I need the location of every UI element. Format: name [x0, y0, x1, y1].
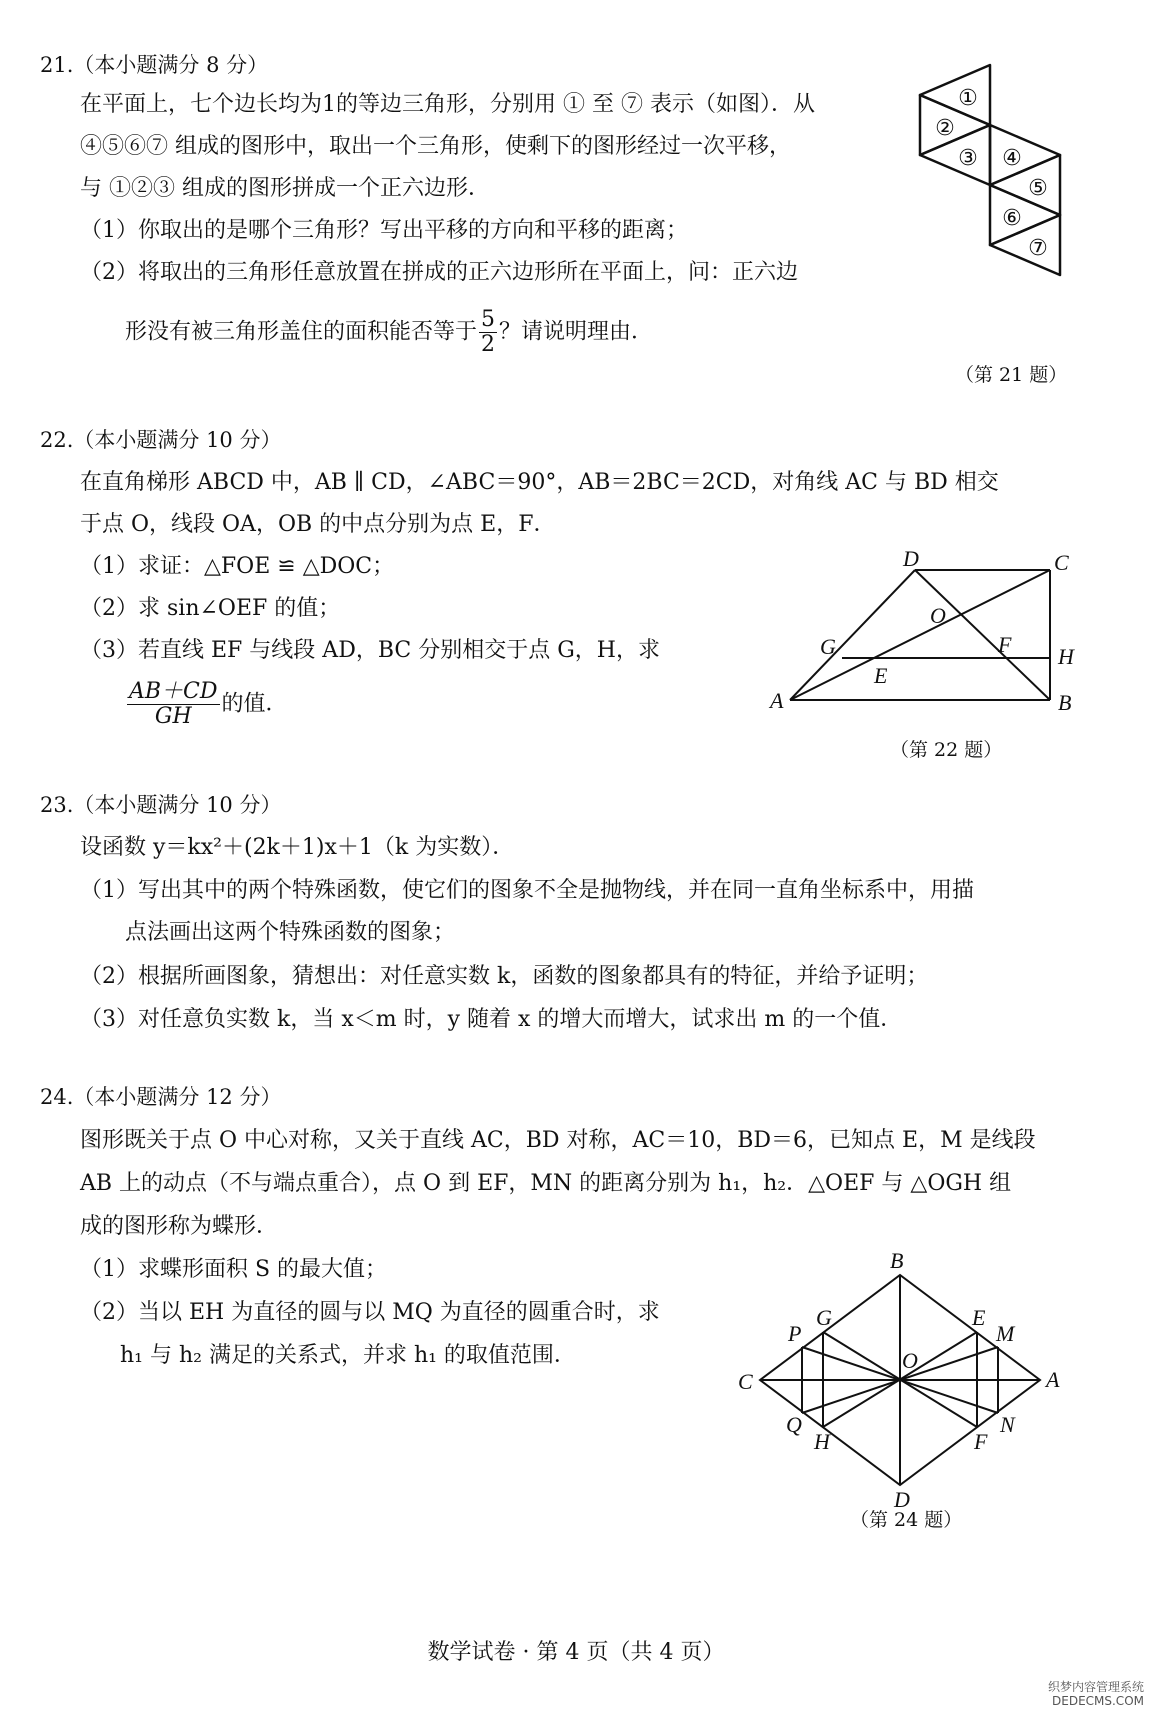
point-G: G [820, 634, 836, 659]
q23-part-1-cont: 点法画出这两个特殊函数的图象； [125, 920, 456, 945]
q21-fraction-den: 2 [481, 332, 496, 357]
q22-part-3-cont [125, 680, 288, 729]
q22-part-3-end: 的值． [221, 691, 288, 717]
q21-stem-line-2: ④⑤⑥⑦ 组成的图形中，取出一个三角形，使剩下的图形经过一次平移， [80, 134, 791, 159]
triangle-4 [990, 125, 1060, 185]
point-G: G [816, 1305, 832, 1330]
q22-part-3: （3）若直线 EF 与线段 AD，BC 分别相交于点 G，H，求 [80, 638, 660, 663]
q23-heading: 23.（本小题满分 10 分） [40, 793, 282, 817]
point-D: D [903, 546, 919, 571]
point-C: C [1054, 550, 1069, 575]
q22-heading: 22.（本小题满分 10 分） [40, 428, 282, 452]
watermark-line-2: DEDECMS.COM [1052, 1694, 1144, 1708]
watermark [1048, 1680, 1144, 1708]
label-7: ⑦ [1028, 236, 1048, 261]
point-B: B [1058, 690, 1072, 715]
point-N: N [1000, 1412, 1015, 1437]
point-E: E [874, 663, 888, 688]
q21-triangle-figure [900, 55, 1110, 345]
point-F: F [998, 632, 1012, 657]
point-Q: Q [786, 1412, 802, 1437]
point-P: P [788, 1321, 802, 1346]
point-O: O [902, 1348, 918, 1373]
q23-part-3: （3）对任意负实数 k，当 x＜m 时，y 随着 x 的增大而增大，试求出 m 的一个值． [80, 1007, 903, 1032]
triangle-2 [920, 95, 990, 155]
triangle-6 [990, 185, 1060, 245]
point-H: H [1058, 644, 1074, 669]
q24-stem-line-3: 成的图形称为蝶形． [80, 1214, 279, 1239]
point-A: A [1046, 1367, 1060, 1392]
q24-part-1: （1）求蝶形面积 S 的最大值； [80, 1257, 388, 1282]
point-C: C [738, 1369, 753, 1394]
point-H: H [814, 1429, 830, 1454]
q22-part-2: （2）求 sin∠OEF 的值； [80, 596, 341, 621]
point-F: F [974, 1429, 988, 1454]
q21-fraction [479, 308, 497, 357]
point-D: D [894, 1487, 910, 1512]
point-B: B [890, 1248, 904, 1273]
q24-butterfly-figure [730, 1248, 1070, 1512]
label-6: ⑥ [1002, 206, 1022, 231]
q21-part-2-cont [125, 308, 653, 357]
q24-heading: 24.（本小题满分 12 分） [40, 1085, 282, 1109]
q22-caption: （第 22 题） [890, 739, 1003, 761]
q23-stem: 设函数 y＝kx²＋(2k＋1)x＋1（k 为实数）． [80, 835, 515, 860]
q24-part-2: （2）当以 EH 为直径的圆与以 MQ 为直径的圆重合时，求 [80, 1300, 660, 1325]
triangle-1 [920, 65, 990, 125]
page-footer: 数学试卷 · 第 4 页（共 4 页） [427, 1640, 725, 1665]
label-1: ① [958, 86, 978, 111]
label-2: ② [935, 116, 955, 141]
q22-fraction [127, 680, 220, 729]
q22-fraction-num: AB＋CD [129, 679, 218, 704]
q24-stem-line-1: 图形既关于点 O 中心对称，又关于直线 AC，BD 对称，AC＝10，BD＝6，已知点 E，M 是线段 [80, 1128, 1036, 1153]
q21-heading: 21.（本小题满分 8 分） [40, 53, 269, 77]
q21-caption: （第 21 题） [955, 364, 1068, 386]
q22-stem-line-1: 在直角梯形 ABCD 中，AB ∥ CD，∠ABC＝90°，AB＝2BC＝2CD，对角线 AC 与 BD 相交 [80, 470, 999, 495]
point-A: A [770, 688, 784, 713]
q21-part-1: （1）你取出的是哪个三角形？写出平移的方向和平移的距离； [80, 218, 688, 243]
q22-trapezoid-figure [770, 546, 1100, 730]
q21-stem-line-3: 与 ①②③ 组成的图形拼成一个正六边形． [80, 176, 490, 201]
q21-part-2-text-b: ？请说明理由． [499, 319, 654, 345]
triangle-7 [990, 215, 1060, 275]
q23-part-1: （1）写出其中的两个特殊函数，使它们的图象不全是抛物线，并在同一直角坐标系中，用描 [80, 878, 975, 903]
label-3: ③ [958, 146, 978, 171]
triangle-5 [990, 155, 1060, 215]
label-5: ⑤ [1028, 176, 1048, 201]
q22-fraction-den: GH [154, 704, 192, 729]
q21-part-2-text-a: 形没有被三角形盖住的面积能否等于 [125, 319, 478, 345]
q22-part-1: （1）求证：△FOE ≌ △DOC； [80, 554, 395, 579]
q23-part-2: （2）根据所画图象，猜想出：对任意实数 k，函数的图象都具有的特征，并给予证明； [80, 964, 929, 989]
q21-fraction-num: 5 [481, 307, 496, 332]
triangle-3 [920, 125, 990, 185]
watermark-line-1: 织梦内容管理系统 [1047, 1680, 1144, 1694]
q22-stem-line-2: 于点 O，线段 OA，OB 的中点分别为点 E，F． [80, 512, 556, 537]
point-M: M [996, 1321, 1015, 1346]
q21-part-2: （2）将取出的三角形任意放置在拼成的正六边形所在平面上，问：正六边 [80, 260, 798, 285]
q21-stem-line-1: 在平面上，七个边长均为1的等边三角形，分别用 ① 至 ⑦ 表示（如图）．从 [80, 92, 815, 117]
label-4: ④ [1002, 146, 1022, 171]
point-E: E [972, 1305, 986, 1330]
q24-stem-line-2: AB 上的动点（不与端点重合），点 O 到 EF，MN 的距离分别为 h₁，h₂．△OEF 与 △OGH 组 [80, 1171, 1012, 1196]
q24-part-2-cont: h₁ 与 h₂ 满足的关系式，并求 h₁ 的取值范围． [120, 1343, 576, 1368]
q24-caption: （第 24 题） [850, 1509, 963, 1531]
point-O: O [930, 603, 946, 628]
